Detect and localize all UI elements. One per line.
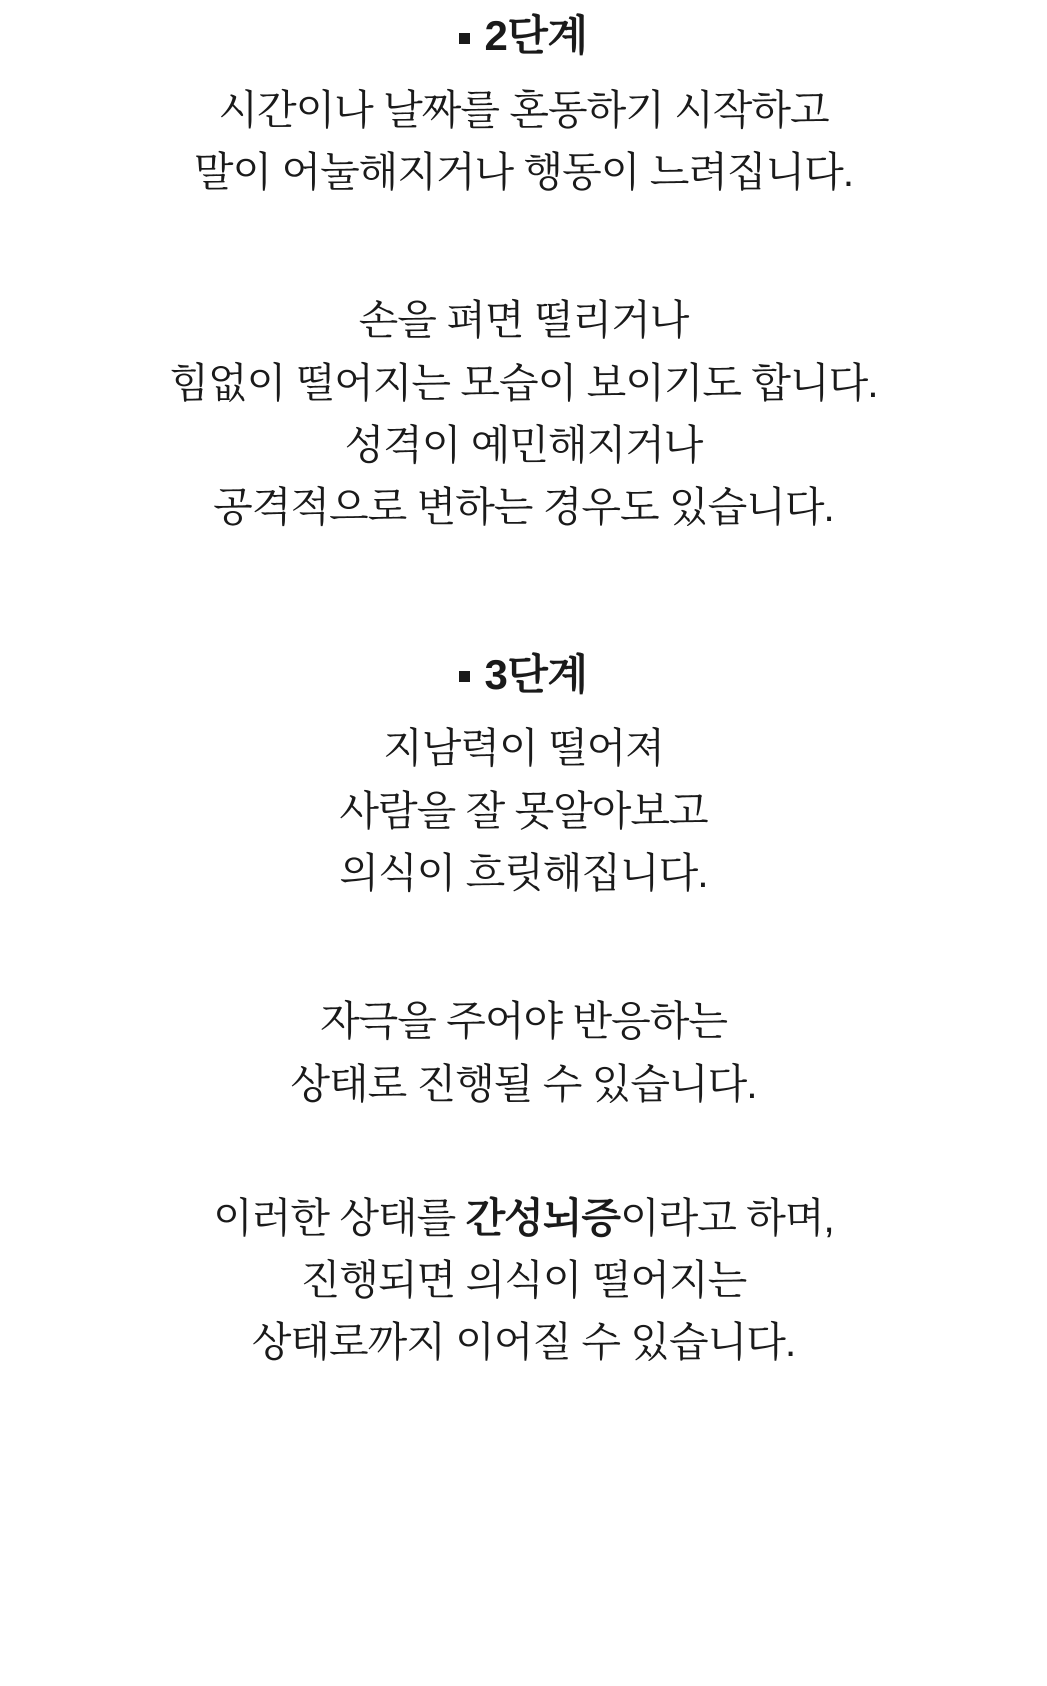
- section-stage-2: [40, 8, 1007, 539]
- square-bullet-icon: [459, 671, 470, 682]
- body-line: 상태로 진행될 수 있습니다.: [290, 1060, 757, 1107]
- body-line: 성격이 예민해지거나: [344, 421, 703, 468]
- body-line: 시간이나 날짜를 혼동하기 시작하고: [218, 86, 829, 133]
- paragraph-gap: [40, 203, 1007, 289]
- section-heading-label: 2단계: [484, 12, 588, 59]
- spacer-heading-body: [40, 703, 1007, 717]
- paragraph-gap: [40, 1115, 1007, 1187]
- body-line: 진행되면 의식이 떨어지는: [300, 1257, 747, 1304]
- section-heading-stage-2: [40, 8, 1007, 65]
- paragraph-gap: [40, 904, 1007, 990]
- emphasis-term: 간성뇌증: [465, 1194, 621, 1241]
- body-line: 사람을 잘 못알아보고: [339, 787, 708, 834]
- body-line: 손을 펴면 떨리거나: [358, 297, 689, 344]
- section-heading-label: 3단계: [484, 650, 588, 698]
- body-line: 힘없이 떨어지는 모습이 보이기도 합니다.: [169, 359, 878, 406]
- section-heading-stage-3: [40, 647, 1007, 704]
- square-bullet-icon: [459, 33, 470, 44]
- body-line: 지남력이 떨어져: [383, 725, 664, 772]
- body-line: 의식이 흐릿해집니다.: [339, 849, 708, 896]
- body-line: 공격적으로 변하는 경우도 있습니다.: [213, 484, 834, 531]
- body-line-emphasized: 이러한 상태를 간성뇌증이라고 하며,: [213, 1194, 834, 1241]
- body-line: 자극을 주어야 반응하는: [320, 998, 727, 1045]
- body-line: 말이 어눌해지거나 행동이 느려집니다.: [193, 149, 854, 195]
- section-stage-3: [40, 647, 1007, 1374]
- spacer-heading-body: [40, 65, 1007, 79]
- body-line: 상태로까지 이어질 수 있습니다.: [251, 1319, 796, 1366]
